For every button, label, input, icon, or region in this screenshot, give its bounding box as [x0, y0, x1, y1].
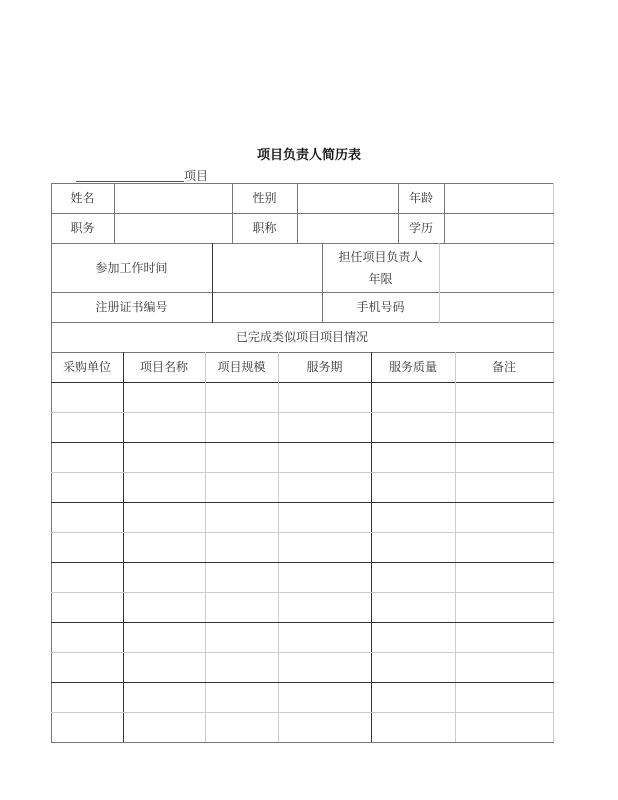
- table-cell-project-scale[interactable]: [205, 532, 278, 562]
- project-name-blank[interactable]: [76, 169, 184, 182]
- table-cell-project-name[interactable]: [123, 592, 205, 622]
- name-field[interactable]: [114, 183, 232, 213]
- table-cell-service-period[interactable]: [278, 592, 371, 622]
- table-cell-project-scale[interactable]: [205, 652, 278, 682]
- grid-line: [51, 322, 554, 323]
- grid-line: [439, 243, 440, 323]
- table-cell-project-scale[interactable]: [205, 442, 278, 472]
- cert-no-field[interactable]: [212, 292, 322, 322]
- gender-field[interactable]: [297, 183, 398, 213]
- table-cell-purchaser[interactable]: [51, 622, 123, 652]
- table-cell-purchaser[interactable]: [51, 502, 123, 532]
- table-cell-service-quality[interactable]: [371, 532, 455, 562]
- grid-line: [51, 562, 554, 563]
- table-cell-service-period[interactable]: [278, 712, 371, 742]
- projects-section-heading: 已完成类似项目项目情况: [235, 330, 368, 344]
- table-cell-service-quality[interactable]: [371, 382, 455, 412]
- grid-line: [51, 532, 554, 533]
- grid-line: [51, 652, 554, 653]
- grid-line: [51, 472, 554, 473]
- grid-line: [51, 213, 554, 214]
- column-header-project-scale: 项目规模: [217, 360, 266, 374]
- grid-line: [322, 243, 323, 323]
- table-cell-project-name[interactable]: [123, 652, 205, 682]
- grid-line: [51, 183, 554, 184]
- table-cell-purchaser[interactable]: [51, 382, 123, 412]
- education-label: 学历: [408, 221, 433, 235]
- cert-no-label: 注册证书编号: [95, 300, 168, 314]
- grid-line: [398, 183, 399, 244]
- table-cell-service-quality[interactable]: [371, 652, 455, 682]
- pm-years-label: [322, 243, 439, 292]
- table-cell-service-period[interactable]: [278, 382, 371, 412]
- table-cell-project-name[interactable]: [123, 712, 205, 742]
- table-cell-purchaser[interactable]: [51, 562, 123, 592]
- grid-line: [114, 183, 115, 244]
- table-cell-project-scale[interactable]: [205, 622, 278, 652]
- table-cell-purchaser[interactable]: [51, 592, 123, 622]
- table-cell-remarks[interactable]: [455, 532, 553, 562]
- table-cell-service-period[interactable]: [278, 682, 371, 712]
- table-cell-project-name[interactable]: [123, 442, 205, 472]
- table-cell-purchaser[interactable]: [51, 442, 123, 472]
- grid-line: [51, 442, 554, 443]
- table-cell-project-scale[interactable]: [205, 502, 278, 532]
- position-field[interactable]: [114, 213, 232, 243]
- grid-line: [51, 243, 554, 244]
- work-start-label: 参加工作时间: [95, 260, 168, 275]
- table-cell-service-period[interactable]: [278, 472, 371, 502]
- table-cell-remarks[interactable]: [455, 502, 553, 532]
- table-cell-service-quality[interactable]: [371, 442, 455, 472]
- grid-line: [553, 183, 554, 743]
- table-cell-remarks[interactable]: [455, 712, 553, 742]
- project-name-line: [76, 167, 208, 184]
- grid-line: [51, 382, 554, 383]
- table-cell-project-name[interactable]: [123, 622, 205, 652]
- table-cell-service-period[interactable]: [278, 622, 371, 652]
- grid-line: [278, 352, 279, 743]
- grid-line: [51, 183, 52, 743]
- column-header-purchaser: 采购单位: [62, 360, 111, 374]
- grid-line: [232, 183, 233, 244]
- pm-years-field[interactable]: [439, 243, 553, 292]
- table-cell-service-period[interactable]: [278, 412, 371, 442]
- grid-line: [51, 682, 554, 683]
- column-header-service-quality: 服务质量: [388, 360, 437, 374]
- table-cell-remarks[interactable]: [455, 592, 553, 622]
- grid-line: [51, 292, 554, 293]
- table-cell-project-name[interactable]: [123, 502, 205, 532]
- pm-years-label-line2: 年限: [368, 271, 393, 286]
- table-cell-project-name[interactable]: [123, 472, 205, 502]
- document-title: 项目负责人简历表: [256, 148, 361, 163]
- table-cell-project-scale[interactable]: [205, 472, 278, 502]
- name-label: 姓名: [70, 191, 95, 205]
- table-cell-remarks[interactable]: [455, 382, 553, 412]
- table-cell-project-name[interactable]: [123, 412, 205, 442]
- table-cell-project-scale[interactable]: [205, 412, 278, 442]
- table-cell-project-scale[interactable]: [205, 592, 278, 622]
- table-cell-project-scale[interactable]: [205, 682, 278, 712]
- grid-line: [51, 352, 554, 353]
- table-cell-purchaser[interactable]: [51, 682, 123, 712]
- table-cell-project-name[interactable]: [123, 562, 205, 592]
- phone-field[interactable]: [439, 292, 553, 322]
- grid-line: [51, 502, 554, 503]
- position-label: 职务: [70, 221, 95, 235]
- gender-label: 性别: [252, 191, 277, 205]
- grid-line: [51, 412, 554, 413]
- pm-years-label-line1: 担任项目负责人: [338, 249, 423, 264]
- table-cell-service-period[interactable]: [278, 562, 371, 592]
- table-cell-remarks[interactable]: [455, 622, 553, 652]
- table-cell-service-quality[interactable]: [371, 502, 455, 532]
- grid-line: [51, 742, 554, 743]
- grid-line: [205, 352, 206, 743]
- age-label: 年龄: [408, 191, 433, 205]
- table-cell-project-name[interactable]: [123, 532, 205, 562]
- table-cell-service-quality[interactable]: [371, 712, 455, 742]
- table-cell-service-period[interactable]: [278, 532, 371, 562]
- grid-line: [51, 592, 554, 593]
- table-cell-service-quality[interactable]: [371, 622, 455, 652]
- table-cell-service-quality[interactable]: [371, 562, 455, 592]
- grid-line: [212, 243, 213, 323]
- grid-line: [444, 183, 445, 244]
- table-cell-service-quality[interactable]: [371, 682, 455, 712]
- grid-line: [123, 352, 124, 743]
- table-cell-purchaser[interactable]: [51, 712, 123, 742]
- grid-line: [455, 352, 456, 743]
- table-cell-purchaser[interactable]: [51, 472, 123, 502]
- column-header-service-period: 服务期: [306, 360, 343, 374]
- column-header-project-name: 项目名称: [139, 360, 188, 374]
- table-cell-purchaser[interactable]: [51, 412, 123, 442]
- table-cell-service-quality[interactable]: [371, 472, 455, 502]
- table-cell-project-scale[interactable]: [205, 712, 278, 742]
- table-cell-remarks[interactable]: [455, 682, 553, 712]
- table-cell-remarks[interactable]: [455, 412, 553, 442]
- grid-line: [51, 712, 554, 713]
- table-cell-remarks[interactable]: [455, 562, 553, 592]
- table-cell-service-period[interactable]: [278, 442, 371, 472]
- education-field[interactable]: [444, 213, 553, 243]
- table-cell-service-period[interactable]: [278, 502, 371, 532]
- phone-label: 手机号码: [356, 300, 405, 314]
- table-cell-remarks[interactable]: [455, 442, 553, 472]
- table-cell-service-period[interactable]: [278, 652, 371, 682]
- table-cell-project-name[interactable]: [123, 382, 205, 412]
- professional-title-label: 职称: [252, 221, 277, 235]
- table-cell-purchaser[interactable]: [51, 532, 123, 562]
- table-cell-remarks[interactable]: [455, 472, 553, 502]
- grid-line: [371, 352, 372, 743]
- column-header-remarks: 备注: [491, 360, 516, 374]
- table-cell-service-quality[interactable]: [371, 592, 455, 622]
- project-suffix: 项目: [184, 169, 209, 183]
- table-cell-project-scale[interactable]: [205, 382, 278, 412]
- table-cell-remarks[interactable]: [455, 652, 553, 682]
- grid-line: [297, 183, 298, 244]
- professional-title-field[interactable]: [297, 213, 398, 243]
- table-cell-service-quality[interactable]: [371, 412, 455, 442]
- age-field[interactable]: [444, 183, 553, 213]
- table-cell-purchaser[interactable]: [51, 652, 123, 682]
- grid-line: [51, 622, 554, 623]
- table-cell-project-scale[interactable]: [205, 562, 278, 592]
- table-cell-project-name[interactable]: [123, 682, 205, 712]
- work-start-field[interactable]: [212, 243, 322, 292]
